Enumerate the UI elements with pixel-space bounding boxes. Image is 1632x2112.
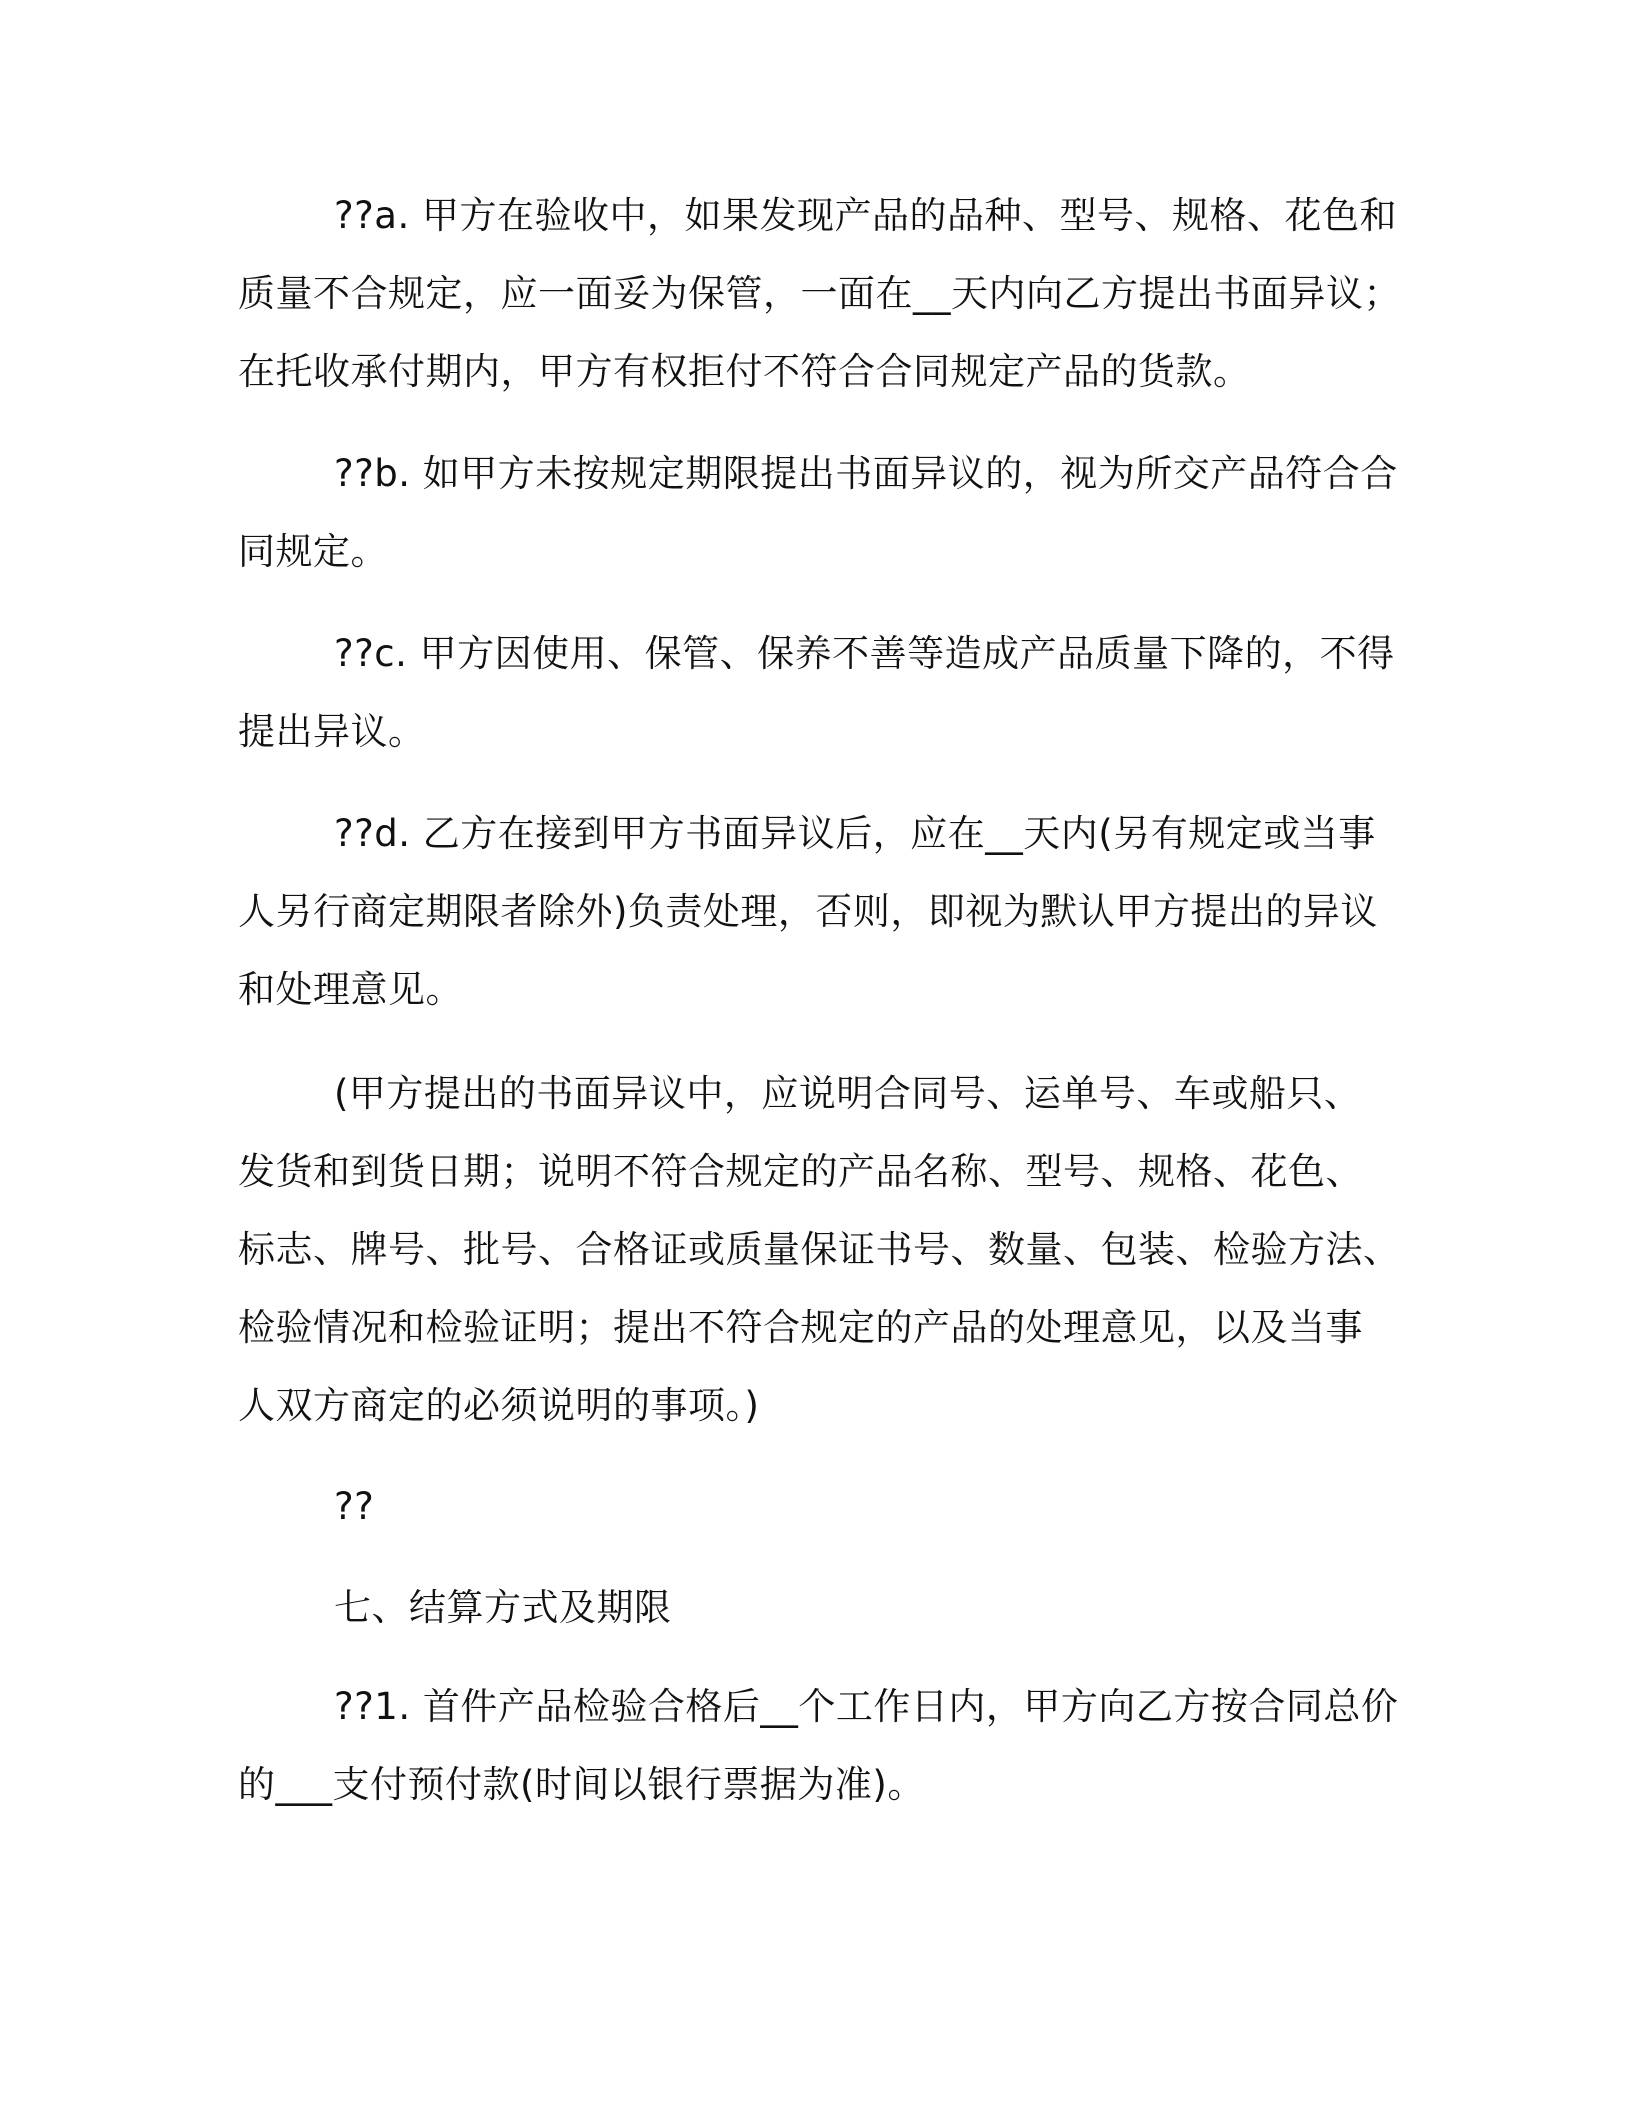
paragraph-objection-note bbox=[238, 1055, 1401, 1445]
section-heading-settlement bbox=[238, 1569, 1398, 1647]
paragraph-line: 提出异议。 bbox=[238, 710, 426, 753]
paragraph-line: ??d. 乙方在接到甲方书面异议后，应在__天内(另有规定或当事 bbox=[334, 812, 1376, 855]
paragraph-line: ??a. 甲方在验收中，如果发现产品的品种、型号、规格、花色和 bbox=[334, 194, 1397, 237]
paragraph-line: 标志、牌号、批号、合格证或质量保证书号、数量、包装、检验方法、 bbox=[238, 1228, 1401, 1271]
paragraph-b bbox=[238, 435, 1398, 591]
paragraph-line: ??b. 如甲方未按规定期限提出书面异议的，视为所交产品符合合 bbox=[334, 452, 1398, 495]
paragraph-line: 的___支付预付款(时间以银行票据为准)。 bbox=[238, 1763, 925, 1806]
section-heading: 七、结算方式及期限 bbox=[334, 1586, 672, 1629]
paragraph-line: ??c. 甲方因使用、保管、保养不善等造成产品质量下降的，不得 bbox=[334, 632, 1395, 675]
paragraph-line: 发货和到货日期；说明不符合规定的产品名称、型号、规格、花色、 bbox=[238, 1150, 1363, 1193]
paragraph-line: (甲方提出的书面异议中，应说明合同号、运单号、车或船只、 bbox=[334, 1072, 1362, 1115]
paragraph-line: 同规定。 bbox=[238, 530, 388, 573]
paragraph-settlement-1 bbox=[238, 1668, 1398, 1824]
paragraph-line: 检验情况和检验证明；提出不符合规定的产品的处理意见，以及当事 bbox=[238, 1306, 1363, 1349]
paragraph-line: 质量不合规定，应一面妥为保管，一面在__天内向乙方提出书面异议； bbox=[238, 272, 1401, 315]
paragraph-c bbox=[238, 615, 1398, 771]
paragraph-d bbox=[238, 795, 1398, 1029]
paragraph-line: ?? bbox=[334, 1485, 375, 1528]
paragraph-line: 人另行商定期限者除外)负责处理，否则，即视为默认甲方提出的异议 bbox=[238, 890, 1378, 933]
paragraph-line: 人双方商定的必须说明的事项。) bbox=[238, 1384, 760, 1427]
paragraph-line: ??1. 首件产品检验合格后__个工作日内，甲方向乙方按合同总价 bbox=[334, 1685, 1399, 1728]
paragraph-line: 在托收承付期内，甲方有权拒付不符合合同规定产品的货款。 bbox=[238, 350, 1251, 393]
paragraph-a bbox=[238, 177, 1401, 411]
paragraph-line: 和处理意见。 bbox=[238, 968, 463, 1011]
paragraph-placeholder bbox=[238, 1468, 1398, 1546]
